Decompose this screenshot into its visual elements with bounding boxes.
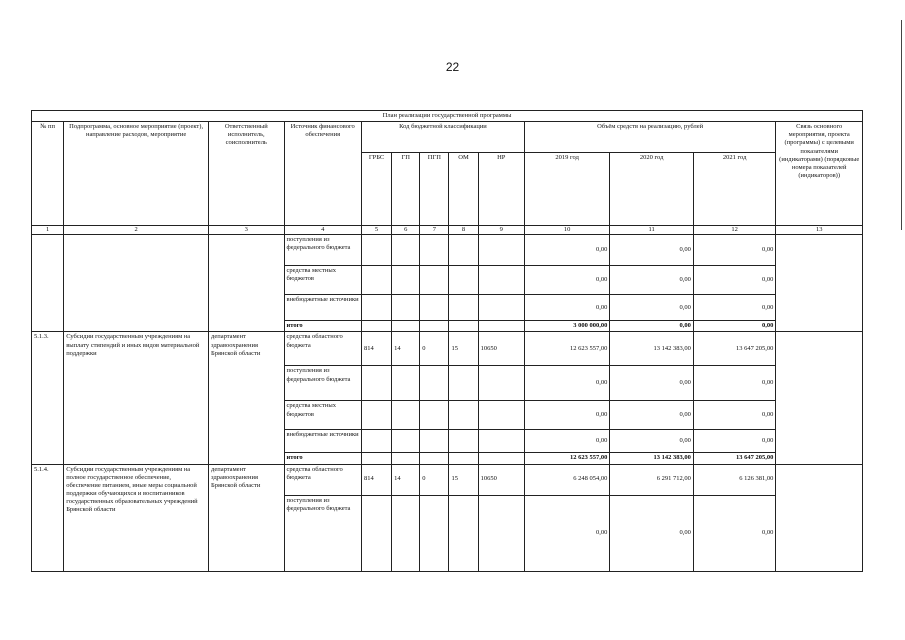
- col-number: 13: [776, 226, 863, 235]
- scan-edge-line: [901, 20, 902, 230]
- col-number: 1: [32, 226, 64, 235]
- value-2019: 0,00: [524, 235, 610, 266]
- value-2019: 0,00: [524, 366, 610, 401]
- value-2021: 0,00: [693, 266, 775, 295]
- nr-cell: 10650: [478, 332, 524, 366]
- value-2021: 0,00: [693, 495, 775, 571]
- col-number: 10: [524, 226, 610, 235]
- pgp-cell: 0: [420, 464, 449, 495]
- table-row: [32, 464, 863, 495]
- measure-name: Субсидии государственным учреждениям на выплату стипендий и иных видов материальной поддержки: [64, 332, 209, 464]
- value-2019: 0,00: [524, 430, 610, 453]
- grbs-cell: 814: [361, 464, 391, 495]
- source-cell: поступления из федерального бюджета: [284, 235, 361, 266]
- value-2020: 6 291 712,00: [610, 464, 694, 495]
- measure-name: Субсидии государственным учреждениям на полное государственное обеспечение, обеспечение питанием, иные меры социальной поддержки обучающихся и воспитанников государственных образовательных учреждений Брянской области: [64, 464, 209, 571]
- source-cell: внебюджетные источники: [284, 430, 361, 453]
- col-number: 7: [420, 226, 449, 235]
- executor-cell: департамент здравоохранения Брянской области: [209, 332, 284, 464]
- nr-cell: 10650: [478, 464, 524, 495]
- header-budget-code: Код бюджетной классификации: [361, 122, 524, 153]
- total-label: итого: [284, 321, 361, 332]
- page-number: 22: [445, 60, 460, 74]
- pgp-cell: 0: [420, 332, 449, 366]
- table-title: План реализации государственной программы: [32, 111, 863, 122]
- col-number: 6: [392, 226, 420, 235]
- source-cell: средства местных бюджетов: [284, 266, 361, 295]
- total-2020: 0,00: [610, 321, 694, 332]
- source-cell: средства местных бюджетов: [284, 401, 361, 430]
- header-subprogram: Подпрограмма, основное мероприятие (проект), направление расходов, мероприятие: [64, 122, 209, 226]
- value-2021: 0,00: [693, 235, 775, 266]
- value-2020: 0,00: [610, 401, 694, 430]
- value-2019: 0,00: [524, 266, 610, 295]
- table-row: [32, 332, 863, 366]
- value-2020: 0,00: [610, 495, 694, 571]
- col-number: 3: [209, 226, 284, 235]
- column-numbers-row: [32, 226, 863, 235]
- value-2021: 0,00: [693, 430, 775, 453]
- col-number: 2: [64, 226, 209, 235]
- source-cell: поступления из федерального бюджета: [284, 495, 361, 571]
- value-2020: 0,00: [610, 295, 694, 321]
- total-label: итого: [284, 453, 361, 464]
- header-volume: Объём средств на реализацию, рублей: [524, 122, 775, 153]
- col-number: 8: [449, 226, 478, 235]
- value-2021: 13 647 205,00: [693, 332, 775, 366]
- row-number: 5.1.3.: [32, 332, 64, 464]
- value-2019: 0,00: [524, 295, 610, 321]
- header-link: Связь основного мероприятия, проекта (программы) с целевыми показателями (индикаторами) (порядковые номера показателей (индикаторов)): [776, 122, 863, 226]
- source-cell: поступления из федерального бюджета: [284, 366, 361, 401]
- value-2020: 0,00: [610, 430, 694, 453]
- source-cell: внебюджетные источники: [284, 295, 361, 321]
- total-2021: 13 647 205,00: [693, 453, 775, 464]
- value-2020: 0,00: [610, 266, 694, 295]
- value-2021: 0,00: [693, 295, 775, 321]
- header-source: Источник финансового обеспечения: [284, 122, 361, 226]
- header-2020: 2020 год: [610, 153, 694, 226]
- om-cell: 15: [449, 464, 478, 495]
- gp-cell: 14: [392, 464, 420, 495]
- col-number: 4: [284, 226, 361, 235]
- header-nr: НР: [478, 153, 524, 226]
- col-number: 5: [361, 226, 391, 235]
- value-2020: 0,00: [610, 366, 694, 401]
- om-cell: 15: [449, 332, 478, 366]
- header-row-1: [32, 122, 863, 153]
- value-2021: 6 126 381,00: [693, 464, 775, 495]
- header-2021: 2021 год: [693, 153, 775, 226]
- value-2019: 12 623 557,00: [524, 332, 610, 366]
- header-grbs: ГРБС: [361, 153, 391, 226]
- program-plan-table: [31, 110, 863, 572]
- total-2021: 0,00: [693, 321, 775, 332]
- value-2019: 0,00: [524, 401, 610, 430]
- value-2019: 0,00: [524, 495, 610, 571]
- title-row: [32, 111, 863, 122]
- col-number: 11: [610, 226, 694, 235]
- value-2019: 6 248 054,00: [524, 464, 610, 495]
- value-2020: 0,00: [610, 235, 694, 266]
- header-gp: ГП: [392, 153, 420, 226]
- row-number: 5.1.4.: [32, 464, 64, 571]
- value-2021: 0,00: [693, 401, 775, 430]
- value-2021: 0,00: [693, 366, 775, 401]
- header-num: № пп: [32, 122, 64, 226]
- header-pgp: ПГП: [420, 153, 449, 226]
- table-row: [32, 235, 863, 266]
- grbs-cell: 814: [361, 332, 391, 366]
- value-2020: 13 142 383,00: [610, 332, 694, 366]
- executor-cell: департамент здравоохранения Брянской области: [209, 464, 284, 571]
- total-2020: 13 142 383,00: [610, 453, 694, 464]
- header-executor: Ответственный исполнитель, соисполнитель: [209, 122, 284, 226]
- total-2019: 3 000 000,00: [524, 321, 610, 332]
- total-2019: 12 623 557,00: [524, 453, 610, 464]
- source-cell: средства областного бюджета: [284, 332, 361, 366]
- col-number: 9: [478, 226, 524, 235]
- header-2019: 2019 год: [524, 153, 610, 226]
- gp-cell: 14: [392, 332, 420, 366]
- source-cell: средства областного бюджета: [284, 464, 361, 495]
- header-om: ОМ: [449, 153, 478, 226]
- col-number: 12: [693, 226, 775, 235]
